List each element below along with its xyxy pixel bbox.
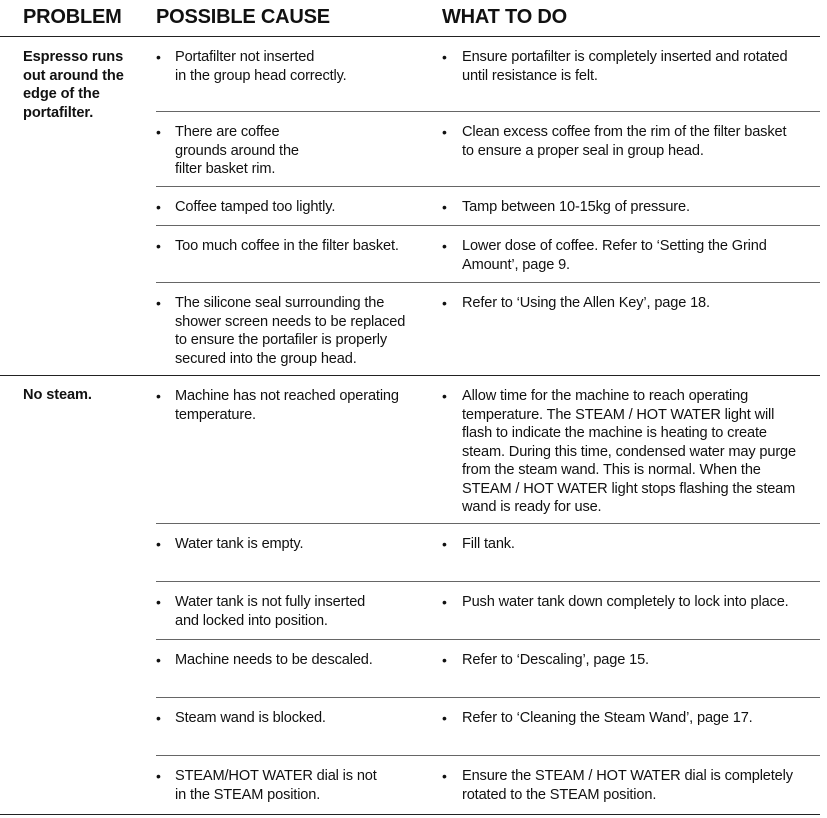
todo-text: Allow time for the machine to reach operating temperature. The STEAM / HOT WATER light will flash to indicate the machine is heating to create steam. During this time, condensed water may purge from the steam wand. This is normal. When the STEAM / HOT WATER light stops flashing the steam wand is ready for use. — [462, 388, 796, 515]
table-row — [156, 524, 820, 582]
bullet-icon: • — [156, 594, 161, 610]
cause-text: Water tank is not fully inserted and locked into position. — [175, 594, 366, 629]
cause-cell — [156, 237, 425, 256]
todo-cell — [442, 198, 817, 217]
bullet-icon: • — [442, 710, 447, 726]
bullet-icon: • — [442, 295, 447, 311]
cause-cell — [156, 294, 425, 368]
cause-text: Coffee tamped too lightly. — [175, 199, 336, 215]
table-row — [0, 283, 820, 376]
bullet-icon: • — [442, 768, 447, 784]
todo-cell — [442, 651, 817, 670]
todo-text: Lower dose of coffee. Refer to ‘Setting the Grind Amount’, page 9. — [462, 238, 767, 273]
todo-cell — [442, 294, 817, 313]
todo-text: Clean excess coffee from the rim of the filter basket to ensure a proper seal in group head. — [462, 124, 787, 159]
cause-text: Water tank is empty. — [175, 536, 304, 552]
bullet-icon: • — [156, 710, 161, 726]
bullet-icon: • — [156, 199, 161, 215]
bullet-icon: • — [442, 124, 447, 140]
todo-text: Refer to ‘Descaling’, page 15. — [462, 652, 649, 668]
todo-text: Ensure the STEAM / HOT WATER dial is completely rotated to the STEAM position. — [462, 768, 793, 803]
cause-cell — [156, 535, 425, 554]
bullet-icon: • — [156, 49, 161, 65]
bullet-icon: • — [442, 652, 447, 668]
todo-cell — [442, 767, 817, 804]
todo-text: Tamp between 10-15kg of pressure. — [462, 199, 690, 215]
bullet-icon: • — [156, 295, 161, 311]
todo-text: Push water tank down completely to lock into place. — [462, 594, 789, 610]
todo-cell — [442, 593, 817, 612]
bullet-icon: • — [156, 768, 161, 784]
cause-cell — [156, 709, 425, 728]
bullet-icon: • — [442, 594, 447, 610]
cause-text: Steam wand is blocked. — [175, 710, 326, 726]
bullet-icon: • — [156, 536, 161, 552]
problem-no-steam: No steam. — [23, 387, 92, 403]
cause-text: Machine has not reached operating temperature. — [175, 388, 399, 423]
bullet-icon: • — [156, 238, 161, 254]
table-row — [156, 698, 820, 756]
cause-cell — [156, 767, 425, 804]
cause-text: Portafilter not inserted in the group head correctly. — [175, 49, 347, 84]
todo-text: Fill tank. — [462, 536, 515, 552]
todo-text: Refer to ‘Cleaning the Steam Wand’, page 17. — [462, 710, 753, 726]
table-row — [156, 112, 820, 187]
cause-cell — [156, 593, 425, 630]
cause-cell — [156, 198, 425, 217]
bullet-icon: • — [442, 199, 447, 215]
bullet-icon: • — [156, 652, 161, 668]
bullet-icon: • — [442, 388, 447, 404]
table-row — [156, 376, 820, 524]
table-row — [0, 756, 820, 815]
todo-cell — [442, 48, 817, 85]
bullet-icon: • — [156, 124, 161, 140]
todo-text: Refer to ‘Using the Allen Key’, page 18. — [462, 295, 710, 311]
cause-cell — [156, 651, 425, 670]
cause-cell — [156, 123, 425, 179]
cause-text: Machine needs to be descaled. — [175, 652, 373, 668]
bullet-icon: • — [156, 388, 161, 404]
table-header — [0, 0, 820, 37]
table-row — [156, 187, 820, 226]
todo-cell — [442, 535, 817, 554]
header-problem: PROBLEM — [23, 6, 122, 28]
todo-cell — [442, 123, 817, 160]
todo-cell — [442, 237, 817, 274]
bullet-icon: • — [442, 238, 447, 254]
problem-espresso-runs-out: Espresso runs out around the edge of the portafilter. — [23, 49, 124, 121]
table-row — [156, 37, 820, 112]
cause-text: STEAM/HOT WATER dial is not in the STEAM position. — [175, 768, 377, 803]
header-possible-cause: POSSIBLE CAUSE — [156, 6, 330, 28]
todo-cell — [442, 709, 817, 728]
table-row — [156, 640, 820, 698]
table-row — [156, 226, 820, 283]
table-row — [156, 582, 820, 640]
todo-cell — [442, 387, 817, 517]
cause-text: Too much coffee in the filter basket. — [175, 238, 399, 254]
bullet-icon: • — [442, 49, 447, 65]
cause-text: The silicone seal surrounding the shower screen needs to be replaced to ensure the portafiler is properly secured into the group head. — [175, 295, 406, 367]
cause-cell — [156, 387, 425, 424]
header-what-to-do: WHAT TO DO — [442, 6, 568, 28]
cause-cell — [156, 48, 425, 85]
bullet-icon: • — [442, 536, 447, 552]
cause-text: There are coffee grounds around the filter basket rim. — [175, 124, 299, 177]
todo-text: Ensure portafilter is completely inserted and rotated until resistance is felt. — [462, 49, 788, 84]
